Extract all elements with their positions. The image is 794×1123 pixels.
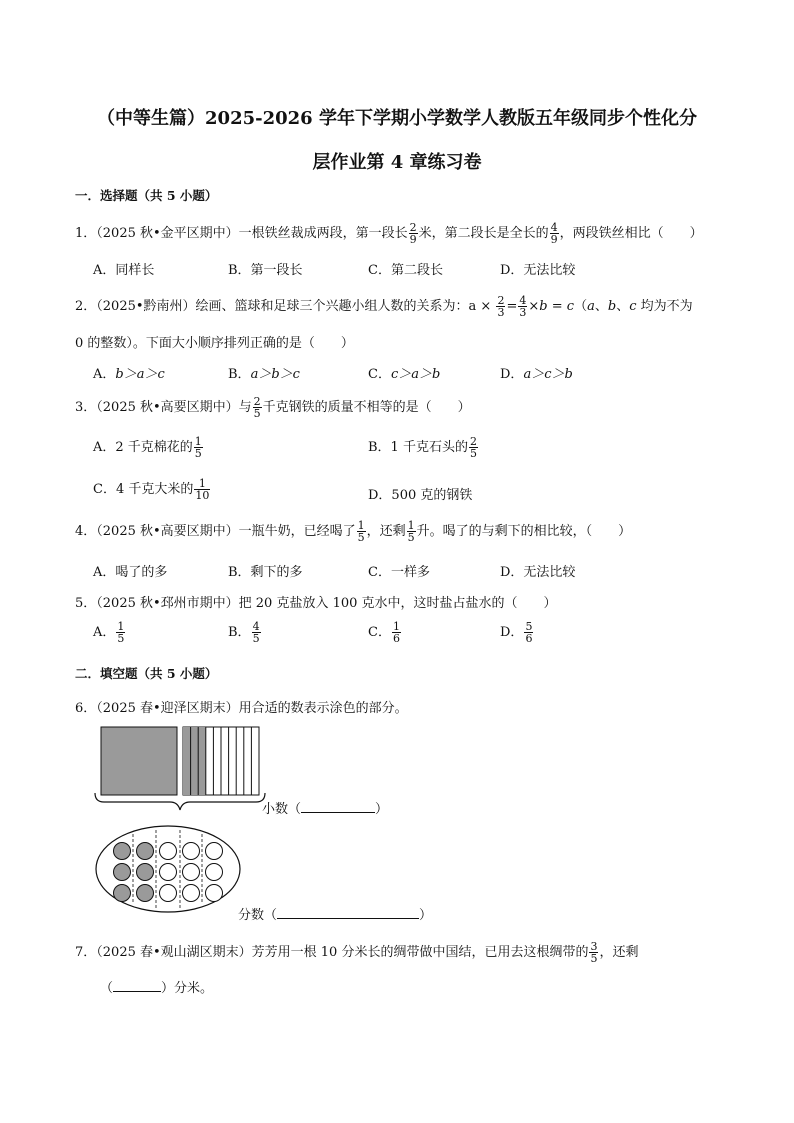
q4-option-d[interactable]: D．无法比较 [500, 565, 576, 580]
q7-line-2 [100, 977, 213, 996]
q7-fraction: $\frac{3}{5}$ [590, 940, 598, 965]
q3-option-b[interactable]: B．1 千克石头的 $\frac{2}{5}$ [368, 435, 477, 460]
q1-text-b: 米，第二段长是全长的 [418, 226, 549, 241]
q2-paren: （ [574, 299, 588, 314]
q4-fraction-2: $\frac{1}{5}$ [407, 519, 415, 544]
q1-option-a[interactable]: A．同样长 [93, 263, 155, 278]
q2-list-b: b [607, 299, 617, 314]
q2-equals-sign: = [506, 299, 518, 314]
circle-grid [114, 843, 223, 902]
q1-option-b[interactable]: B．第一段长 [228, 263, 303, 278]
question-1 [75, 222, 703, 245]
q3-text-a: 3．（2025 秋•高要区期中）与 [75, 400, 252, 415]
q4-option-b[interactable]: B．剩下的多 [228, 565, 303, 580]
q4-option-c[interactable]: C．一样多 [368, 565, 430, 580]
question-5: 5．（2025 秋•邳州市期中）把 20 克盐放入 100 克水中，这时盐占盐水的（ ） [75, 596, 557, 611]
question-3 [75, 396, 471, 419]
shaded-columns [183, 727, 206, 795]
q1-fraction-2: $\frac{4}{9}$ [550, 221, 558, 246]
q2-var-a: a [468, 299, 477, 314]
q2-times-sign-2: × [528, 299, 540, 314]
q7-text-b: ，还剩 [599, 945, 639, 960]
fully-shaded-square [101, 727, 177, 795]
fraction-close: ） [419, 908, 433, 923]
q2-var-b: b [539, 299, 548, 314]
decimal-close: ） [375, 802, 389, 817]
q4-fraction-1: $\frac{1}{5}$ [357, 519, 365, 544]
q1-option-c[interactable]: C．第二段长 [368, 263, 443, 278]
q2-text-a: 2．（2025•黔南州）绘画、篮球和足球三个兴趣小组人数的关系为： [75, 299, 469, 314]
q2-sep-1: 、 [594, 299, 608, 314]
page-title-line1: （中等生篇）2025-2026 学年下学期小学数学人教版五年级同步个性化分 [97, 108, 697, 129]
section-heading-fill: 二．填空题（共 5 小题） [75, 666, 218, 681]
q2-option-a[interactable]: A．b＞a＞c [93, 367, 165, 382]
decimal-answer [262, 798, 388, 817]
q1-fraction-1: $\frac{2}{9}$ [409, 221, 417, 246]
q4-text-b: ，还剩 [366, 524, 406, 539]
q7-blank[interactable] [113, 979, 161, 992]
q2-tail: 均为不为 [636, 299, 693, 314]
q1-text-c: ，两段铁丝相比（ ） [559, 226, 703, 241]
q2-var-c: c [566, 299, 575, 314]
q4-text-c: 升。喝了的与剩下的相比较，（ ） [416, 524, 632, 539]
q5-option-a[interactable]: A． $\frac{1}{5}$ [93, 620, 125, 645]
q3-fraction: $\frac{2}{5}$ [253, 395, 261, 420]
q7-text-a: 7．（2025 春•观山湖区期末）芳芳用一根 10 分米长的绸带做中国结，已用去这根绸带的 [75, 945, 589, 960]
q3-option-c[interactable]: C．4 千克大米的 $\frac{1}{10}$ [93, 477, 210, 502]
q2-sep-2: 、 [616, 299, 630, 314]
q1-text-a: 1．（2025 秋•金平区期中）一根铁丝裁成两段，第一段长 [75, 226, 408, 241]
q7-open: （ [100, 981, 114, 996]
q2-fraction-1: $\frac{2}{3}$ [497, 294, 505, 319]
fraction-label: 分数（ [238, 908, 278, 923]
q5-option-c[interactable]: C． $\frac{1}{6}$ [368, 620, 400, 645]
decimal-blank[interactable] [301, 800, 375, 813]
q3-text-b: 千克钢铁的质量不相等的是（ ） [262, 400, 471, 415]
section-heading-choice: 一．选择题（共 5 小题） [75, 188, 218, 203]
curly-brace [95, 793, 265, 810]
decimal-squares-figure [90, 722, 270, 822]
page-title-line2: 层作业第 4 章练习卷 [312, 152, 482, 173]
q5-option-d[interactable]: D． $\frac{5}{6}$ [500, 620, 533, 645]
q2-list-a: a [587, 299, 595, 314]
question-4 [75, 520, 631, 543]
question-2 [75, 295, 693, 318]
q2-list-c: c [629, 299, 637, 314]
fraction-blank[interactable] [277, 906, 419, 919]
q5-option-b[interactable]: B． $\frac{4}{5}$ [228, 620, 260, 645]
q2-option-d[interactable]: D．a＞c＞b [500, 367, 573, 382]
q7-close: ）分米。 [161, 981, 214, 996]
q1-option-d[interactable]: D．无法比较 [500, 263, 576, 278]
q4-text-a: 4．（2025 秋•高要区期中）一瓶牛奶，已经喝了 [75, 524, 356, 539]
question-6: 6．（2025 春•迎泽区期末）用合适的数表示涂色的部分。 [75, 701, 408, 716]
q3-option-a[interactable]: A．2 千克棉花的 $\frac{1}{5}$ [93, 435, 202, 460]
decimal-label: 小数（ [262, 802, 302, 817]
q3-option-d[interactable]: D．500 克的钢铁 [368, 488, 473, 503]
q2-times-sign: × [476, 299, 492, 314]
q2-fraction-2: $\frac{4}{3}$ [519, 294, 527, 319]
q2-equals-sign-2: = [547, 299, 567, 314]
q4-option-a[interactable]: A．喝了的多 [93, 565, 168, 580]
q2-line-2: 0 的整数）。下面大小顺序排列正确的是（ ） [75, 336, 354, 351]
fraction-circles-figure [90, 822, 250, 916]
fraction-answer [238, 904, 432, 923]
q2-option-c[interactable]: C．c＞a＞b [368, 367, 441, 382]
q2-option-b[interactable]: B．a＞b＞c [228, 367, 300, 382]
question-7 [75, 941, 638, 964]
